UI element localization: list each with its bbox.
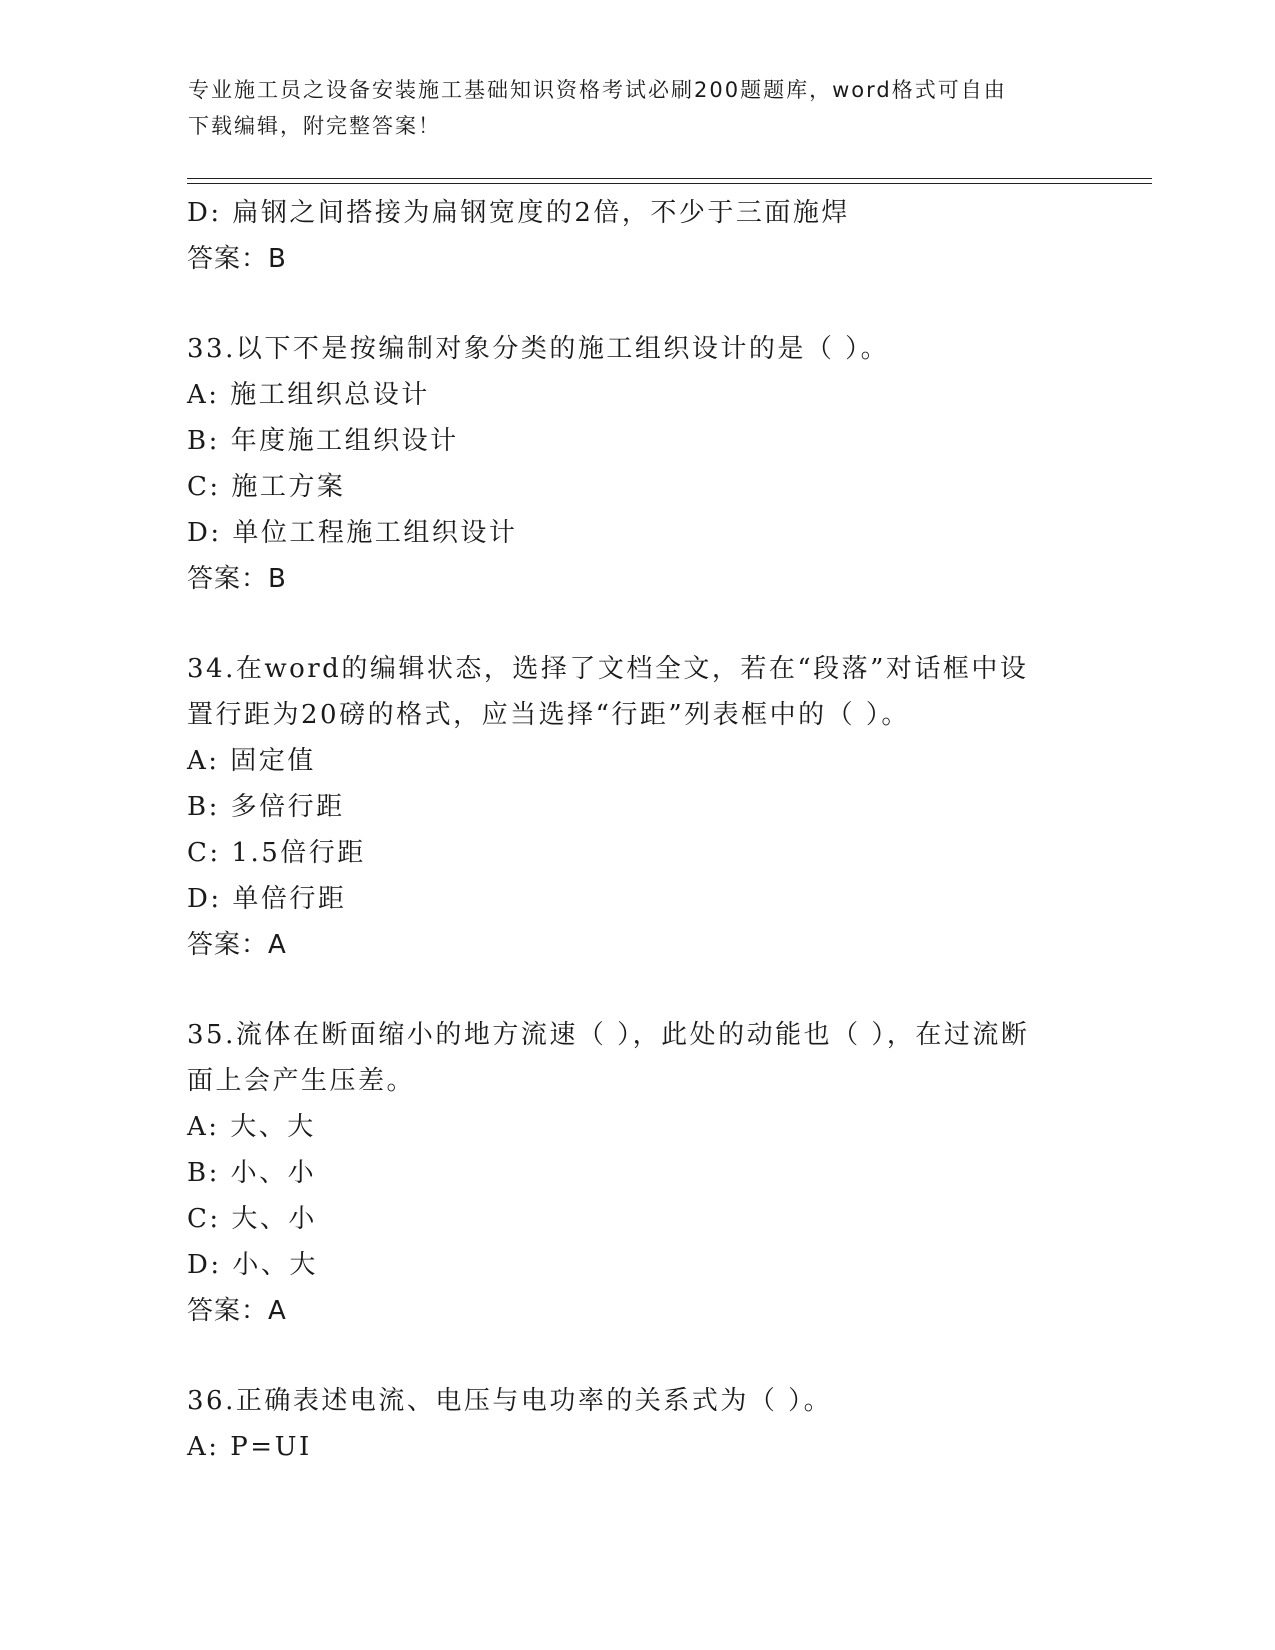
question-33 [187,326,1087,602]
option-b: B: 多倍行距 [187,792,345,822]
question-stem: 33.以下不是按编制对象分类的施工组织设计的是（ ）。 [187,334,890,364]
option-b: B: 年度施工组织设计 [187,426,459,456]
question-stem-line-2: 置行距为20磅的格式，应当选择“行距”列表框中的（ ）。 [187,700,910,730]
option-d: D: 单倍行距 [187,884,347,914]
answer-line: 答案：B [187,244,287,274]
prev-question-tail [187,190,1087,282]
option-a: A: 固定值 [187,746,316,776]
header-line-2: 下载编辑，附完整答案！ [188,114,441,138]
header-line-1: 专业施工员之设备安装施工基础知识资格考试必刷200题题库，word格式可自由 [188,78,1007,102]
option-b: B: 小、小 [187,1158,317,1188]
option-d: D: 扁钢之间搭接为扁钢宽度的2倍，不少于三面施焊 [187,198,850,228]
question-list [187,190,1087,1470]
spacer [187,968,1087,1012]
question-35 [187,1012,1087,1334]
option-a: A: 施工组织总设计 [187,380,430,410]
spacer [187,602,1087,646]
option-c: C: 施工方案 [187,472,346,502]
answer-line: 答案：A [187,1296,287,1326]
answer-line: 答案：A [187,930,287,960]
option-a: A: P=UI [187,1432,312,1462]
spacer [187,1334,1087,1378]
question-36 [187,1378,1087,1470]
header-rule-top [187,178,1152,179]
spacer [187,282,1087,326]
option-d: D: 小、大 [187,1250,318,1280]
question-stem-line-2: 面上会产生压差。 [187,1066,416,1096]
document-header [188,72,1078,144]
question-stem-line-1: 35.流体在断面缩小的地方流速（ ），此处的动能也（ ），在过流断 [187,1020,1030,1050]
option-c: C: 大、小 [187,1204,317,1234]
option-c: C: 1.5倍行距 [187,838,366,868]
header-rule-bottom [187,183,1152,184]
question-stem-line-1: 34.在word的编辑状态，选择了文档全文，若在“段落”对话框中设 [187,654,1029,684]
answer-line: 答案：B [187,564,287,594]
question-stem: 36.正确表述电流、电压与电功率的关系式为（ ）。 [187,1386,833,1416]
option-a: A: 大、大 [187,1112,316,1142]
question-34 [187,646,1087,968]
option-d: D: 单位工程施工组织设计 [187,518,518,548]
